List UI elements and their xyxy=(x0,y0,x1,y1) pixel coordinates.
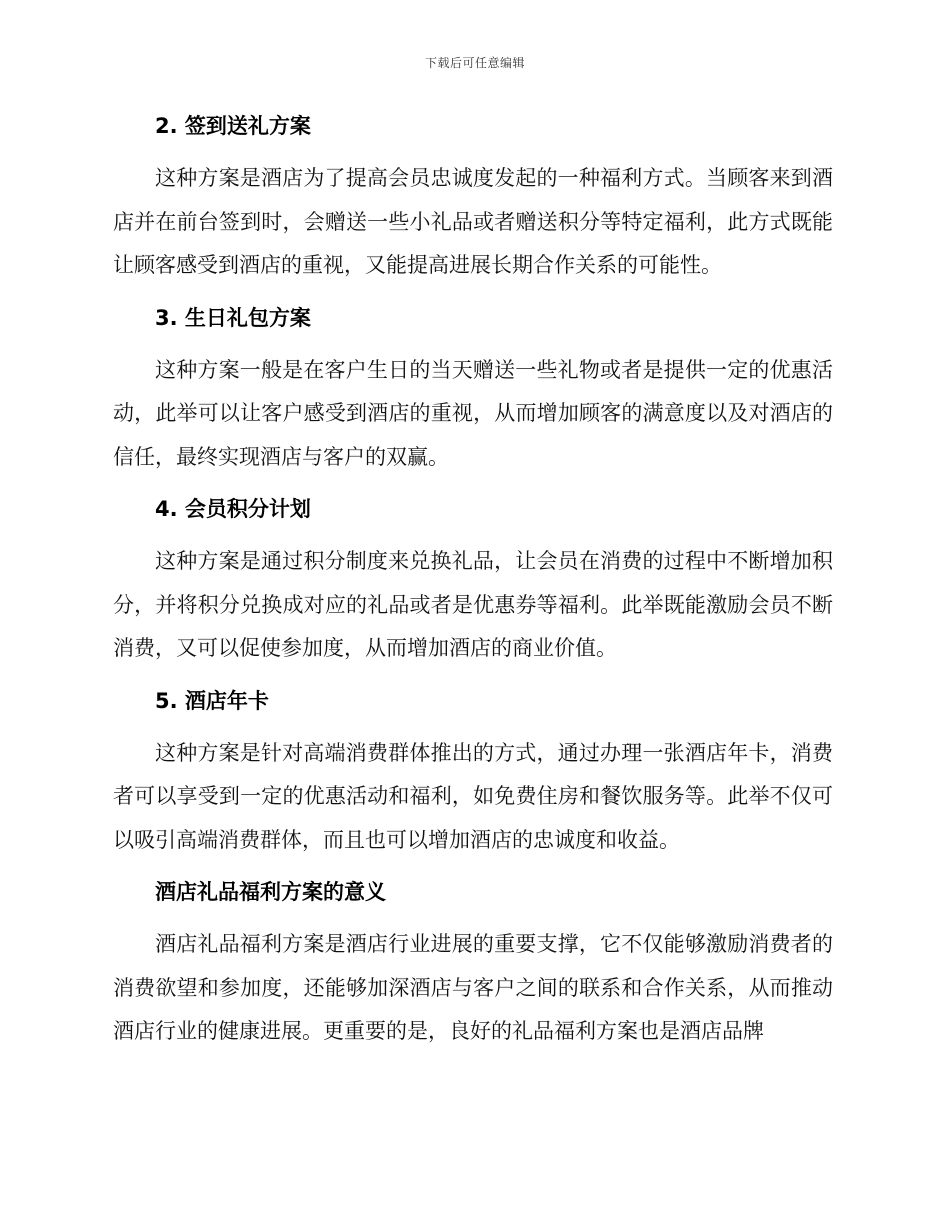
page-header: 下载后可任意编辑 xyxy=(424,56,525,70)
section-paragraph: 这种方案是酒店为了提高会员忠诚度发起的一种福利方式。当顾客来到酒店并在前台签到时，会赠送一些小礼品或者赠送积分等特定福利，此方式既能让顾客感受到酒店的重视，又能提高进展长期合作关系的可能性。 xyxy=(113,166,833,277)
section-heading: 2. 签到送礼方案 xyxy=(155,114,311,138)
section-heading: 5. 酒店年卡 xyxy=(155,688,269,713)
section-paragraph: 酒店礼品福利方案是酒店行业进展的重要支撑，它不仅能够激励消费者的消费欲望和参加度，还能够加深酒店与客户之间的联系和合作关系，从而推动酒店行业的健康进展。更重要的是，良好的礼品福利方案也是酒店品牌 xyxy=(113,932,833,1043)
section-heading: 酒店礼品福利方案的意义 xyxy=(155,880,386,904)
section-heading: 4. 会员积分计划 xyxy=(155,497,311,521)
section-paragraph: 这种方案是通过积分制度来兑换礼品，让会员在消费的过程中不断增加积分，并将积分兑换成对应的礼品或者是优惠券等福利。此举既能激励会员不断消费，又可以促使参加度，从而增加酒店的商业价值。 xyxy=(113,549,833,660)
section-paragraph: 这种方案一般是在客户生日的当天赠送一些礼物或者是提供一定的优惠活动，此举可以让客户感受到酒店的重视，从而增加顾客的满意度以及对酒店的信任，最终实现酒店与客户的双赢。 xyxy=(113,357,833,469)
section-heading: 3. 生日礼包方案 xyxy=(155,305,311,330)
section-paragraph: 这种方案是针对高端消费群体推出的方式，通过办理一张酒店年卡，消费者可以享受到一定的优惠活动和福利，如免费住房和餐饮服务等。此举不仅可以吸引高端消费群体，而且也可以增加酒店的忠诚度和收益。 xyxy=(113,740,833,852)
document-body xyxy=(113,108,833,1066)
